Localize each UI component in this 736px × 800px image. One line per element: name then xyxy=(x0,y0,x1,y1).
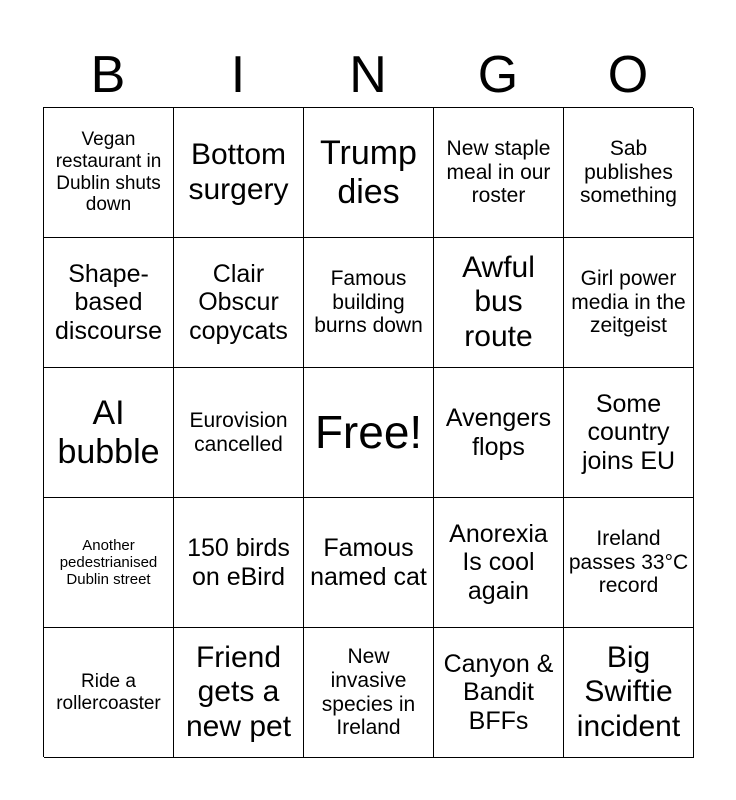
bingo-cell-text: 150 birds on eBird xyxy=(187,534,290,591)
bingo-cell-text: Famous named cat xyxy=(310,534,427,591)
bingo-cell-r5-c2[interactable] xyxy=(174,628,304,758)
bingo-cell-r3-c5[interactable] xyxy=(564,368,694,498)
bingo-cell-text: Awful bus route xyxy=(462,251,535,353)
header-letter-n: N xyxy=(349,46,387,104)
bingo-cell-r3-c2[interactable] xyxy=(174,368,304,498)
bingo-cell-r1-c4[interactable] xyxy=(434,108,564,238)
bingo-cell-r4-c2[interactable] xyxy=(174,498,304,628)
bingo-cell-text: Bottom surgery xyxy=(188,138,289,206)
bingo-cell-text: Girl power media in the zeitgeist xyxy=(571,266,686,338)
bingo-cell-r4-c5[interactable] xyxy=(564,498,694,628)
bingo-cell-r2-c3[interactable] xyxy=(304,238,434,368)
bingo-cell-r3-c4[interactable] xyxy=(434,368,564,498)
bingo-header xyxy=(43,44,693,106)
bingo-cell-text: Famous building burns down xyxy=(314,266,423,338)
bingo-cell-text: New staple meal in our roster xyxy=(446,136,551,208)
bingo-cell-text: Friend gets a new pet xyxy=(185,641,292,743)
bingo-card-grid xyxy=(43,107,693,757)
bingo-cell-text: Some country joins EU xyxy=(581,389,676,475)
bingo-cell-r4-c1[interactable] xyxy=(44,498,174,628)
bingo-cell-r5-c5[interactable] xyxy=(564,628,694,758)
bingo-cell-text: Another pedestrianised Dublin street xyxy=(59,536,158,589)
bingo-cell-text: Eurovision cancelled xyxy=(189,408,288,456)
bingo-cell-r1-c2[interactable] xyxy=(174,108,304,238)
bingo-cell-r4-c3[interactable] xyxy=(304,498,434,628)
bingo-cell-text: Shape-based discourse xyxy=(55,259,162,345)
bingo-cell-r4-c4[interactable] xyxy=(434,498,564,628)
bingo-cell-r2-c5[interactable] xyxy=(564,238,694,368)
bingo-cell-r2-c4[interactable] xyxy=(434,238,564,368)
header-letter-i: I xyxy=(230,46,246,104)
bingo-cell-r2-c1[interactable] xyxy=(44,238,174,368)
bingo-cell-text: Trump dies xyxy=(320,133,417,211)
bingo-cell-r5-c4[interactable] xyxy=(434,628,564,758)
bingo-cell-r5-c3[interactable] xyxy=(304,628,434,758)
bingo-cell-r1-c5[interactable] xyxy=(564,108,694,238)
bingo-cell-text: Ireland passes 33°C record xyxy=(568,526,689,598)
bingo-cell-text: Clair Obscur copycats xyxy=(189,259,288,345)
bingo-cell-text: New invasive species in Ireland xyxy=(321,644,416,740)
free-space-text: Free! xyxy=(314,406,423,459)
bingo-cell-text: AI bubble xyxy=(57,393,160,471)
bingo-cell-text: Vegan restaurant in Dublin shuts down xyxy=(55,129,162,216)
bingo-cell-r3-c1[interactable] xyxy=(44,368,174,498)
bingo-cell-r1-c1[interactable] xyxy=(44,108,174,238)
bingo-cell-r2-c2[interactable] xyxy=(174,238,304,368)
bingo-cell-text: Canyon & Bandit BFFs xyxy=(443,649,554,735)
free-space-cell[interactable] xyxy=(304,368,434,498)
header-letter-o: O xyxy=(607,46,649,104)
bingo-cell-text: Big Swiftie incident xyxy=(576,641,681,743)
bingo-cell-text: Sab publishes something xyxy=(580,136,677,208)
bingo-cell-text: Anorexia Is cool again xyxy=(449,519,548,605)
header-letter-g: G xyxy=(477,46,519,104)
bingo-cell-text: Ride a rollercoaster xyxy=(56,670,161,714)
bingo-cell-r1-c3[interactable] xyxy=(304,108,434,238)
bingo-cell-r5-c1[interactable] xyxy=(44,628,174,758)
bingo-cell-text: Avengers flops xyxy=(445,404,552,461)
header-letter-b: B xyxy=(90,46,126,104)
